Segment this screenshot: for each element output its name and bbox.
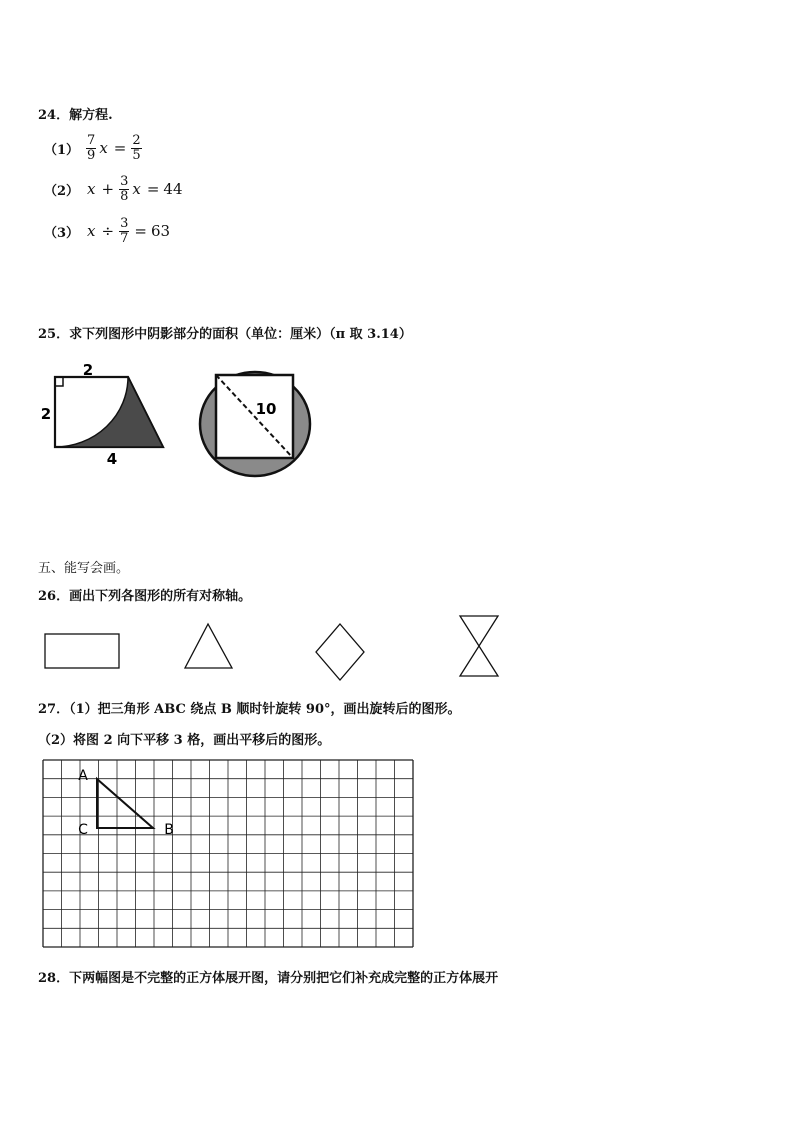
q25-title: 25．求下列图形中阴影部分的面积（单位：厘米）（π 取 3.14）	[38, 327, 412, 342]
circle-square-figure	[196, 370, 312, 480]
rectangle-shape	[45, 634, 119, 668]
symmetry-shapes	[40, 612, 510, 682]
section-5-title: 五、能写会画。	[38, 561, 130, 576]
equation-3-divide: ÷	[101, 222, 115, 241]
equation-1-equals: =	[113, 139, 127, 158]
equation-1	[44, 134, 143, 162]
rhombus-shape	[316, 624, 364, 680]
label-diagonal: 10	[255, 400, 277, 418]
label-bottom: 4	[106, 450, 118, 468]
shaded-region	[55, 377, 163, 447]
equation-3-divisor-fraction: $\frac{3}{7}$	[120, 216, 129, 246]
equation-2-equals: =	[146, 180, 160, 199]
equation-1-rhs-fraction: $\frac{2}{5}$	[132, 133, 141, 163]
equation-2	[44, 175, 183, 203]
triangle-abc	[97, 779, 153, 828]
label-top: 2	[82, 362, 94, 379]
label-left: 2	[40, 405, 52, 423]
q26-title: 26．画出下列各图形的所有对称轴。	[38, 589, 252, 604]
q27-line1: 27．（1）把三角形 ABC 绕点 B 顺时针旋转 90°，画出旋转后的图形。	[38, 702, 461, 717]
equation-2-coef-fraction: $\frac{3}{8}$	[120, 174, 129, 204]
triangle-shape	[185, 624, 232, 668]
equation-3-equals: =	[134, 222, 147, 241]
right-angle-mark	[55, 377, 63, 386]
hourglass-shape	[460, 616, 498, 676]
q24-title: 24．解方程.	[38, 108, 113, 123]
shaded-trapezoid-figure	[30, 362, 180, 472]
equation-3-label: （3）	[44, 225, 80, 241]
equation-2-rhs: 44	[163, 180, 183, 199]
equation-2-var1: x	[87, 180, 96, 199]
point-a-label: A	[78, 768, 88, 784]
equation-1-var: x	[99, 139, 108, 158]
q28-title: 28．下两幅图是不完整的正方体展开图，请分别把它们补充成完整的正方体展开	[38, 971, 499, 986]
equation-1-coef-fraction: $\frac{7}{9}$	[87, 133, 96, 163]
equation-2-label: （2）	[44, 183, 80, 199]
equation-3-var: x	[87, 222, 96, 241]
equation-1-label: （1）	[44, 142, 80, 158]
point-b-label: B	[164, 822, 174, 838]
equation-2-var2: x	[132, 180, 141, 199]
q27-line2: （2）将图 2 向下平移 3 格，画出平移后的图形。	[38, 733, 331, 748]
grid-lines	[43, 760, 413, 947]
point-c-label: C	[78, 822, 88, 838]
grid-figure	[40, 758, 420, 953]
equation-3	[44, 217, 170, 245]
equation-2-plus: +	[101, 180, 115, 199]
equation-3-rhs: 63	[150, 222, 171, 241]
